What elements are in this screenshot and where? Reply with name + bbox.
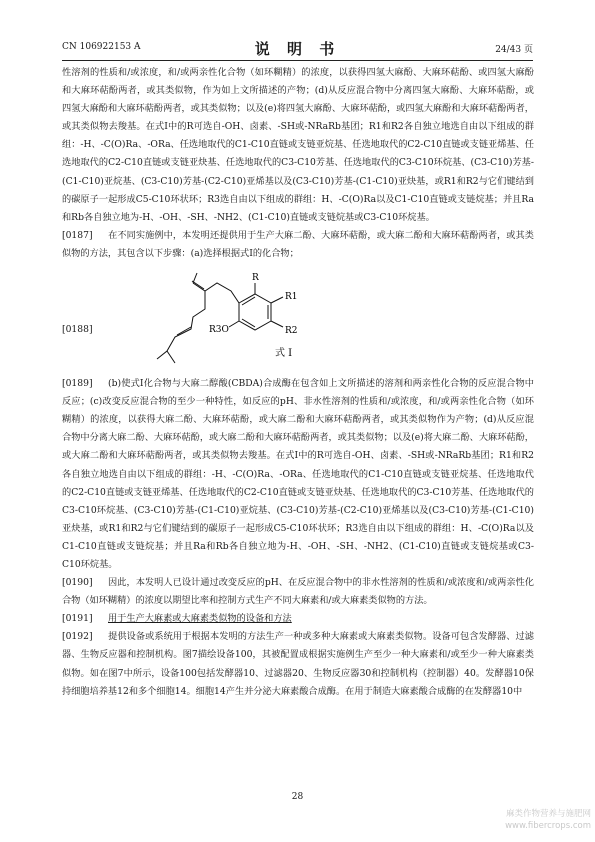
page-number: 28 [291, 792, 304, 802]
watermark [505, 808, 591, 832]
formula-caption: 式 I [275, 348, 293, 360]
paragraph-0189 [62, 375, 534, 574]
label-r1: R1 [285, 292, 298, 303]
paragraph-0191 [62, 610, 534, 628]
label-r: R [252, 273, 259, 284]
paragraph-number: [0189] [62, 378, 93, 390]
page-header [62, 38, 533, 58]
paragraph-text: 在不同实施例中，本发明还提供用于生产大麻二酚、大麻环萜酚，或大麻二酚和大麻环萜酚两者，或其类似物的方法，其包含以下步骤：(a)选择根据式I的化合物； [62, 229, 534, 259]
document-body [62, 64, 534, 701]
paragraph-text: 提供设备或系统用于根据本发明的方法生产一种或多种大麻素或大麻素类似物。设备可包含发酵器、过滤器、生物反应器和控制机构。图7描绘设备100，其被配置成根据实施例生产至少一种大麻素和/或至少一种大麻素类似物。如在图7中所示，设备100包括发酵器10、过滤器20、生物反应器30和控制机构（控制器）40。发酵器10保持细胞培养基12和多个细胞14。细胞14产生并分泌大麻素酸合成酶。在用于制造大麻素酸合成酶的在发酵器10中 [62, 631, 534, 697]
document-title: 说 明 书 [254, 40, 341, 58]
watermark-url: www.fibercrops.com [505, 821, 591, 831]
formula-structure [147, 263, 347, 373]
paragraph-text: 因此，本发明人已设计通过改变反应的pH、在反应混合物中的非水性溶剂的性质和/或浓度和/或两亲性化合物（如环糊精）的浓度以期望比率和控制方式生产不同大麻素和/或大麻素类似物的方法。 [62, 577, 534, 607]
paragraph-number: [0188] [62, 324, 93, 336]
paragraph-number: [0190] [62, 577, 93, 589]
page-indicator: 24/43 页 [495, 45, 533, 55]
paragraph-number: [0187] [62, 229, 93, 241]
watermark-title: 麻类作物营养与施肥网 [505, 809, 591, 819]
paragraph-number: [0191] [62, 613, 93, 625]
paragraph-0188 [62, 263, 534, 375]
header-rule [62, 60, 533, 61]
paragraph-number: [0192] [62, 631, 93, 643]
paragraph-0190 [62, 574, 534, 610]
patent-number: CN 106922153 A [62, 42, 141, 52]
paragraph-0187 [62, 227, 534, 263]
label-r3o: R3O [209, 325, 229, 336]
section-heading: 用于生产大麻素或大麻素类似物的设备和方法 [108, 613, 292, 625]
label-r2: R2 [285, 326, 298, 337]
paragraph-text: (b)使式I化合物与大麻二醇酸(CBDA)合成酶在包含如上文所描述的溶剂和两亲性化合物的反应混合物中反应；(c)改变反应混合物的至少一种特性，如反应的pH、非水性溶剂的性质和/或浓度，和/或两亲性化合物（如环糊精）的浓度，以获得大麻二酚、大麻环萜酚，或大麻二酚和大麻环萜酚两者，或其类似物作为产物；(d)从反应混合物中分离大麻二酚、大麻环萜酚，或大麻二酚和大麻环萜酚两者，或其类似物；以及(e)将大麻二酚、大麻环萜酚，或大麻二酚和大麻环萜酚两者，或其类似物去羧基。在式I中的R可选自-OH、卤素、-SH或-NRaRb基团；R1和R2各自独立地选自由以下组成的群组：-H、-C(O)Ra、-ORa、任选地取代的C1-C10直链或支链亚烷基、任选地取代的C2-C10直链或支链亚烯基、任选地取代的C2-C10直链或支链亚炔基、任选地取代的C3-C10芳基、任选地取代的C3-C10环烷基、(C3-C10)芳基-(C1-C10)亚烷基、(C3-C10)芳基-(C2-C10)亚烯基以及(C3-C10)芳基-(C1-C10)亚炔基，或R1和R2与它们键结到的碳原子一起形成C5-C10环状环；R3选自由以下组成的群组：H、-C(O)Ra以及C1-C10直链或支链烷基；并且Ra和Rb各自独立地为-H、-OH、-SH、-NH2、(C1-C10)直链或支链烷基或C3-C10环烷基。 [62, 378, 534, 570]
paragraph-continued: 性溶剂的性质和/或浓度，和/或两亲性化合物（如环糊精）的浓度，以获得四氢大麻酚、大麻环萜酚、或四氢大麻酚和大麻环萜酚两者，或其类似物，作为如上文所描述的产物；(d)从反应混合物中分离四氢大麻酚、大麻环萜酚，或四氢大麻酚和大麻环萜酚两者，或其类似物；以及(e)将四氢大麻酚、大麻环萜酚，或四氢大麻酚和大麻环萜酚两者，或其类似物去羧基。在式I中的R可选自-OH、卤素、-SH或-NRaRb基团；R1和R2各自独立地选自由以下组成的群组：-H、-C(O)Ra、-ORa、任选地取代的C1-C10直链或支链亚烷基、任选地取代的C2-C10直链或支链亚烯基、任选地取代的C2-C10直链或支链亚炔基、任选地取代的C3-C10芳基、任选地取代的C3-C10环烷基、(C3-C10)芳基-(C1-C10)亚烷基、(C3-C10)芳基-(C2-C10)亚烯基以及(C3-C10)芳基-(C1-C10)亚炔基，或R1和R2与它们键结到的碳原子一起形成C5-C10环状环；R3选自由以下组成的群组：H、-C(O)Ra以及C1-C10直链或支链烷基；并且Ra和Rb各自独立地为-H、-OH、-SH、-NH2、(C1-C10)直链或支链烷基或C3-C10环烷基。 [62, 67, 534, 223]
paragraph-0192 [62, 628, 534, 700]
